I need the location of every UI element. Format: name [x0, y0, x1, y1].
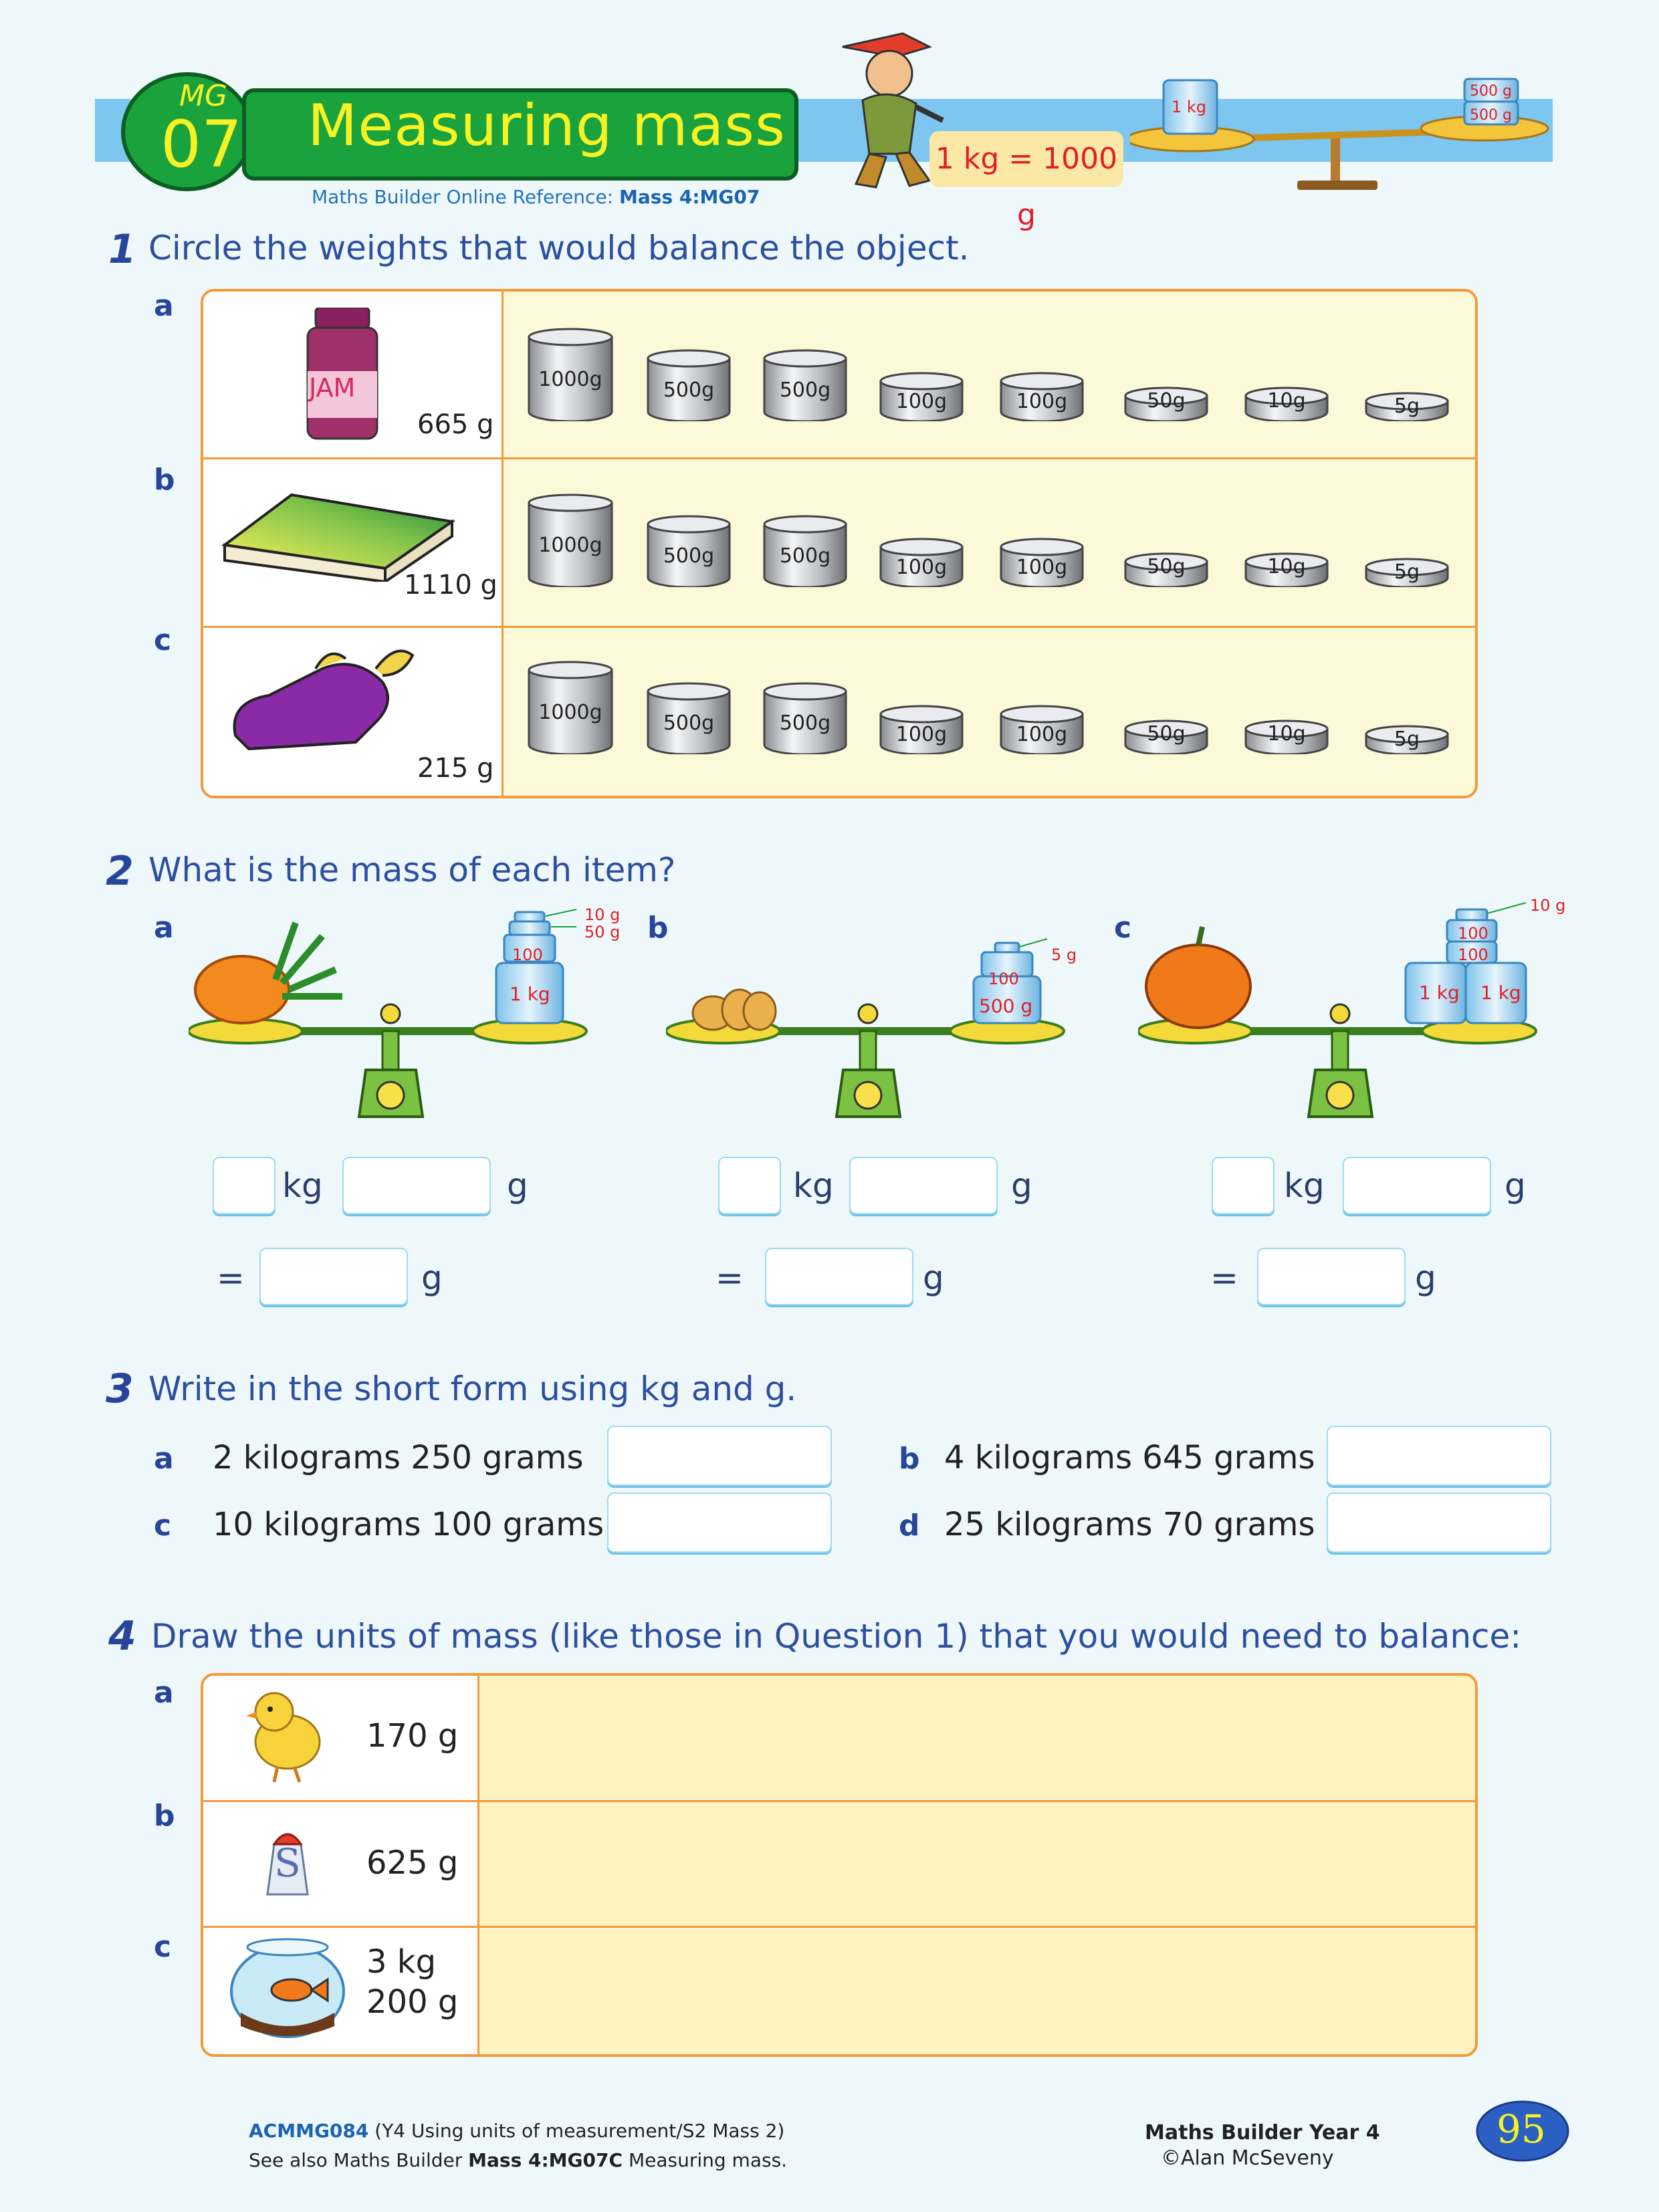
header-left-weight-label: 1 kg [1172, 98, 1207, 116]
q3-text-a: 2 kilograms 250 grams [213, 1439, 584, 1476]
weight-label: 500g [663, 544, 715, 568]
q2b-callout-5g: 5 g [1051, 946, 1077, 964]
q1-row-divider [203, 626, 1475, 628]
weight-label: 5g [1394, 728, 1420, 751]
q1-mass-b: 1110 g [404, 570, 497, 600]
online-reference [312, 186, 760, 208]
weight-label: 10g [1267, 555, 1306, 578]
q2-letter-c: c [1114, 911, 1132, 945]
weight-label: 500g [779, 378, 831, 402]
q2b-weight-500g: 500 g [979, 995, 1033, 1017]
see-also [249, 2149, 787, 2171]
q3-text-d: 25 kilograms 70 grams [944, 1506, 1315, 1543]
q3-letter-c: c [154, 1509, 172, 1543]
q2a-g-input[interactable] [342, 1157, 491, 1214]
q3-number: 3 [106, 1365, 134, 1412]
q2c-kg-input[interactable] [1212, 1157, 1275, 1214]
weight-10g-a[interactable] [1244, 386, 1329, 421]
q3-text-c: 10 kilograms 100 grams [213, 1506, 604, 1543]
weight-100g-c[interactable] [879, 705, 964, 754]
q2c-equals: = [1210, 1258, 1238, 1297]
q3-text-b: 4 kilograms 645 grams [944, 1439, 1315, 1476]
weight-10g-b[interactable] [1244, 552, 1329, 587]
q2-letter-a: a [154, 911, 174, 945]
q4-letter-b: b [154, 1799, 175, 1833]
weight-1000g-a[interactable] [527, 328, 614, 421]
weight-1000g-b[interactable] [527, 493, 614, 587]
q1-row-divider [203, 457, 1475, 459]
weight-label: 50g [1147, 555, 1186, 578]
q4-letter-a: a [154, 1676, 174, 1710]
weight-label: 1000g [538, 534, 602, 557]
weight-100g-b[interactable] [999, 538, 1085, 587]
q2c-total-g-input[interactable] [1257, 1248, 1406, 1305]
weight-500g-b[interactable] [646, 515, 732, 587]
weight-5g-a[interactable] [1364, 392, 1450, 421]
q4a-drawing-area[interactable] [480, 1676, 1475, 1800]
q2a-callout-10g: 10 g [584, 905, 621, 924]
weight-label: 10g [1267, 389, 1306, 413]
weight-5g-c[interactable] [1364, 725, 1450, 754]
chick-icon [241, 1685, 328, 1785]
reference-prefix: Maths Builder Online Reference: [312, 186, 614, 208]
q3-letter-a: a [154, 1442, 174, 1476]
weight-label: 500g [663, 711, 715, 735]
q4-letter-c: c [154, 1930, 172, 1964]
q3a-answer-input[interactable] [607, 1426, 832, 1486]
weight-label: 50g [1147, 389, 1186, 413]
weight-label: 1000g [538, 368, 602, 391]
weight-label: 500g [663, 378, 715, 402]
weight-500g-a[interactable] [762, 349, 848, 421]
q2c-g-input[interactable] [1343, 1157, 1491, 1214]
reference-code: Mass 4:MG07 [619, 186, 760, 208]
q3d-answer-input[interactable] [1327, 1492, 1551, 1553]
q2c-g-unit: g [1505, 1166, 1526, 1205]
weight-label: 100g [1016, 556, 1068, 579]
page-number: 95 [1497, 2106, 1546, 2152]
q4-mass-c-g: 200 g [366, 1983, 459, 2021]
q2a-kg-input[interactable] [213, 1157, 275, 1214]
q4-mass-b: 625 g [366, 1844, 459, 1882]
weight-100g-a[interactable] [879, 372, 964, 421]
weight-100g-a[interactable] [999, 372, 1085, 421]
weight-500g-c[interactable] [762, 682, 848, 754]
q3c-answer-input[interactable] [607, 1492, 832, 1553]
fishbowl-icon [227, 1932, 348, 2039]
q1-letter-b: b [154, 463, 175, 497]
q2-prompt: What is the mass of each item? [148, 851, 676, 889]
q2b-g-unit: g [1011, 1166, 1032, 1205]
q3b-answer-input[interactable] [1327, 1426, 1551, 1486]
header-balance-scale-icon [1130, 60, 1571, 194]
weight-label: 100g [895, 390, 948, 413]
weight-label: 100g [895, 556, 948, 579]
mg-code-number: 07 [160, 107, 243, 182]
q2a-g-unit: g [507, 1166, 528, 1205]
jam-label: JAM [309, 373, 356, 403]
q1-letter-a: a [154, 289, 174, 323]
q2a-total-g-unit: g [421, 1258, 443, 1297]
weight-label: 5g [1394, 395, 1420, 418]
page-title: Measuring mass [308, 92, 786, 159]
weight-1000g-c[interactable] [527, 661, 614, 754]
mg-code-top: MG [179, 79, 228, 113]
q4-number: 4 [108, 1613, 136, 1660]
see-also-suffix: Measuring mass. [628, 2149, 788, 2171]
weight-label: 500g [779, 711, 831, 735]
weight-label: 5g [1394, 560, 1420, 584]
q1-prompt: Circle the weights that would balance the object. [148, 229, 970, 267]
book-icon [218, 481, 459, 582]
header-right-weight-label-bottom: 500 g [1470, 107, 1512, 124]
q4b-drawing-area[interactable] [480, 1802, 1475, 1926]
q4-prompt: Draw the units of mass (like those in Question 1) that you would need to balance: [151, 1617, 1522, 1656]
weight-label: 100g [895, 723, 948, 746]
q3-letter-d: d [899, 1509, 920, 1543]
weight-500g-b[interactable] [762, 515, 848, 587]
q2a-equals: = [217, 1258, 245, 1297]
q4-mass-c-kg: 3 kg [366, 1943, 437, 1981]
header-right-weight-label-top: 500 g [1470, 83, 1512, 100]
q2c-total-g-unit: g [1415, 1258, 1436, 1297]
q1-number: 1 [108, 226, 136, 273]
q2b-total-g-input[interactable] [765, 1248, 913, 1305]
q2-letter-b: b [647, 911, 669, 945]
weight-50g-a[interactable] [1123, 386, 1209, 421]
curriculum-description: (Y4 Using units of measurement/S2 Mass 2) [374, 2120, 785, 2142]
q2b-g-input[interactable] [849, 1157, 998, 1214]
q3-letter-b: b [899, 1442, 920, 1476]
weight-label: 100g [1016, 723, 1068, 746]
q2c-weight-100-top: 100 [1458, 924, 1488, 943]
weight-label: 500g [779, 544, 831, 568]
q3-prompt: Write in the short form using kg and g. [148, 1369, 797, 1408]
q2c-weight-100-bottom: 100 [1458, 946, 1488, 964]
q2b-kg-unit: kg [793, 1166, 834, 1205]
q2a-kg-unit: kg [282, 1166, 323, 1205]
q2a-callout-50g: 50 g [584, 923, 621, 942]
q2c-balance-scale [1138, 889, 1553, 1123]
kg-g-equivalence: 1 kg = 1000 g [929, 131, 1123, 187]
curriculum-reference [249, 2120, 784, 2142]
q2a-weight-100: 100 [512, 946, 543, 964]
weight-label: 100g [1016, 390, 1068, 413]
q2b-total-g-unit: g [923, 1258, 944, 1297]
weight-500g-a[interactable] [646, 349, 732, 421]
q2c-weight-1kg-left: 1 kg [1419, 982, 1460, 1004]
q2b-balance-scale [666, 923, 1081, 1123]
weight-label: 1000g [538, 701, 602, 724]
q1-mass-a: 665 g [417, 409, 494, 440]
weight-5g-b[interactable] [1364, 558, 1450, 587]
weight-500g-c[interactable] [646, 682, 732, 754]
weight-50g-b[interactable] [1123, 552, 1209, 587]
q2b-kg-input[interactable] [718, 1157, 781, 1214]
salt-shaker-letter: S [274, 1840, 301, 1886]
q2c-callout-10g: 10 g [1530, 896, 1566, 915]
weight-10g-c[interactable] [1244, 720, 1329, 754]
q2b-equals: = [715, 1258, 744, 1297]
q2a-weight-1kg: 1 kg [510, 983, 550, 1005]
q4-mass-a: 170 g [366, 1717, 459, 1755]
curriculum-code: ACMMG084 [249, 2120, 369, 2142]
q2a-total-g-input[interactable] [259, 1248, 408, 1305]
weight-100g-b[interactable] [879, 538, 964, 587]
q2c-weight-1kg-right: 1 kg [1480, 982, 1521, 1004]
see-also-code: Mass 4:MG07C [468, 2149, 623, 2171]
weight-label: 50g [1147, 722, 1186, 746]
q1-letter-c: c [154, 623, 172, 657]
q4c-drawing-area[interactable] [480, 1928, 1475, 2054]
weight-label: 10g [1267, 722, 1306, 746]
book-title: Maths Builder Year 4 [1145, 2121, 1380, 2144]
shoe-icon [222, 642, 436, 756]
q1-mass-c: 215 g [417, 753, 494, 784]
q2c-kg-unit: kg [1284, 1166, 1325, 1205]
copyright: ©Alan McSeveny [1161, 2146, 1334, 2170]
weight-50g-c[interactable] [1123, 720, 1209, 754]
q2b-weight-100: 100 [988, 970, 1019, 988]
see-also-prefix: See also Maths Builder [249, 2149, 463, 2171]
weight-100g-c[interactable] [999, 705, 1085, 754]
q2-number: 2 [106, 848, 134, 895]
